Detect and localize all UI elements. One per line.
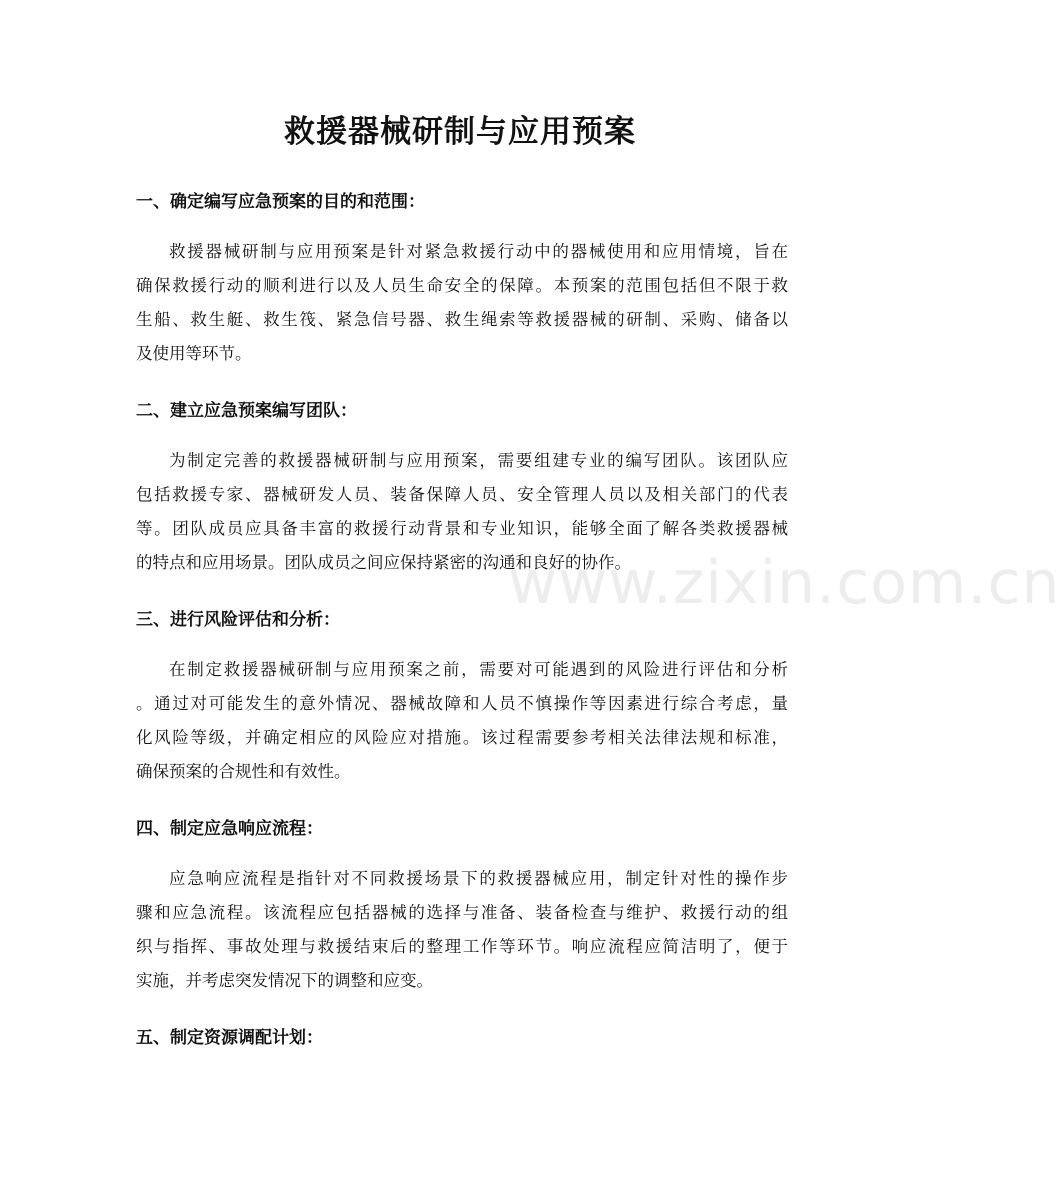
paragraph-line: 化风险等级，并确定相应的风险应对措施。该过程需要参考相关法律法规和标准， (136, 728, 788, 747)
paragraph-line: 及使用等环节。 (136, 344, 252, 363)
paragraph-line: 确保救援行动的顺利进行以及人员生命安全的保障。本预案的范围包括但不限于救 (136, 276, 788, 295)
document-title: 救援器械研制与应用预案 (284, 114, 636, 150)
paragraph-line: 。通过对可能发生的意外情况、器械故障和人员不慎操作等因素进行综合考虑，量 (136, 694, 788, 713)
section-paragraph-1 (136, 235, 788, 371)
section-paragraph-3 (136, 653, 788, 789)
paragraph-line: 生船、救生艇、救生筏、紧急信号器、救生绳索等救援器械的研制、采购、储备以 (136, 310, 788, 329)
paragraph-line: 救援器械研制与应用预案是针对紧急救援行动中的器械使用和应用情境，旨在 (169, 242, 788, 261)
section-heading-3: 三、进行风险评估和分析： (136, 610, 340, 630)
paragraph-line: 等。团队成员应具备丰富的救援行动背景和专业知识，能够全面了解各类救援器械 (136, 519, 788, 538)
section-paragraph-2 (136, 444, 788, 580)
section-heading-4: 四、制定应急响应流程： (136, 819, 323, 839)
paragraph-line: 骤和应急流程。该流程应包括器械的选择与准备、装备检查与维护、救援行动的组 (136, 903, 788, 922)
paragraph-line: 确保预案的合规性和有效性。 (136, 762, 351, 781)
paragraph-line: 在制定救援器械研制与应用预案之前，需要对可能遇到的风险进行评估和分析 (169, 660, 788, 679)
watermark: www.zixin.com.cn (508, 548, 1060, 618)
section-heading-1: 一、确定编写应急预案的目的和范围： (136, 192, 425, 212)
paragraph-line: 为制定完善的救援器械研制与应用预案，需要组建专业的编写团队。该团队应 (169, 451, 788, 470)
section-paragraph-4 (136, 862, 788, 998)
section-heading-5: 五、制定资源调配计划： (136, 1028, 323, 1048)
section-heading-2: 二、建立应急预案编写团队： (136, 401, 357, 421)
paragraph-line: 织与指挥、事故处理与救援结束后的整理工作等环节。响应流程应简洁明了，便于 (136, 937, 788, 956)
paragraph-line: 的特点和应用场景。团队成员之间应保持紧密的沟通和良好的协作。 (136, 553, 631, 572)
paragraph-line: 实施，并考虑突发情况下的调整和应变。 (136, 971, 433, 990)
paragraph-line: 包括救援专家、器械研发人员、装备保障人员、安全管理人员以及相关部门的代表 (136, 485, 788, 504)
paragraph-line: 应急响应流程是指针对不同救援场景下的救援器械应用，制定针对性的操作步 (169, 869, 788, 888)
